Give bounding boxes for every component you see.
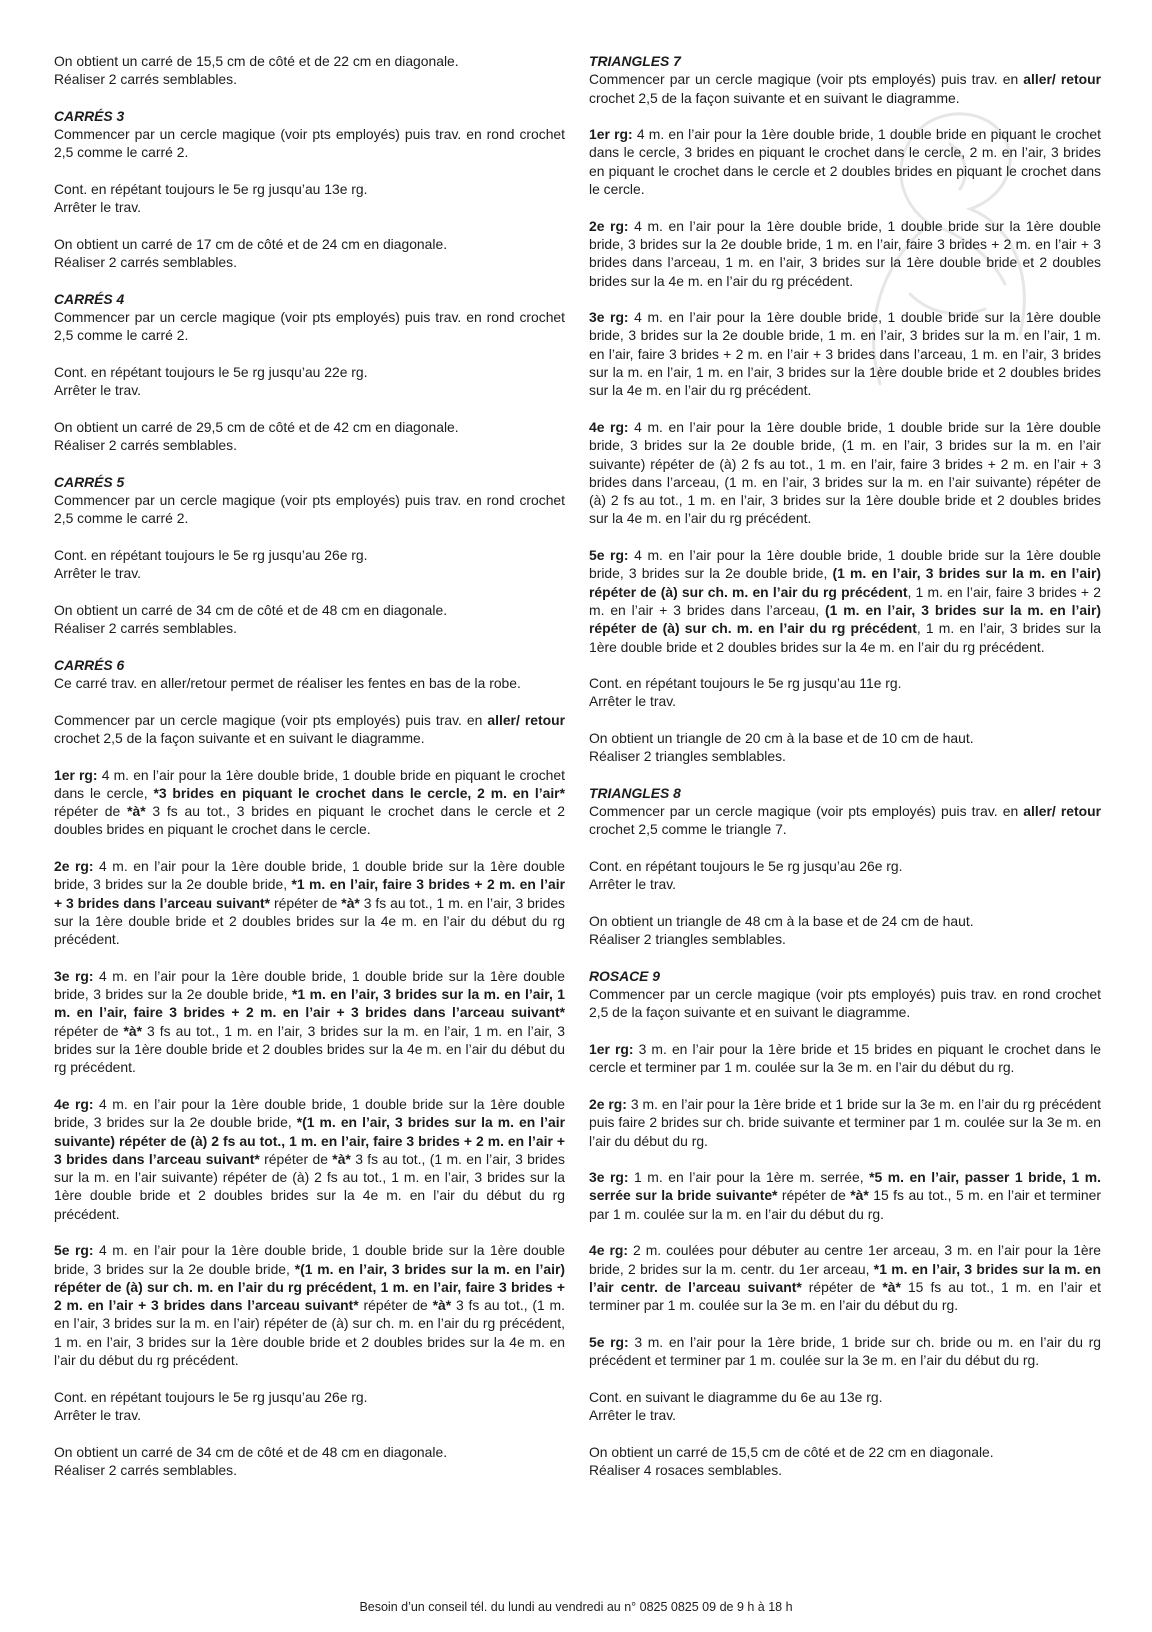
text-run: 4 m. en l’air pour la 1ère double bride, 1 double bride sur la 1ère double bride, 3 brides sur la 2e double bride, (1 m. en l’air, 3 brides sur la m. en l’air suivante) répéter de (à) 2 fs au tot., 1 m. en l’air, faire 3 brides + 2 m. en l’air + 3 brides dans l’arceau, (1 m. en l’air, 3 brides sur la m. en l’air suivante) répéter de (à) 2 fs au tot., 1 m. en l’air, 3 brides sur la 1ère double bride et 2 doubles brides sur la 4e m. en l’air du rg précédent. — [589, 418, 1101, 527]
paragraph — [589, 674, 1101, 711]
paragraph — [54, 674, 565, 692]
text-run: 4 m. en l’air pour la 1ère double bride, 1 double bride en piquant le crochet dans le cercle, 3 brides en piquant le crochet dans le cercle, 2 m. en l’air, 3 brides en piquant le crochet dans le cercle et 2 doubles brides en piquant le crochet dans le cercle. — [589, 126, 1101, 198]
text-line: Arrêter le trav. — [54, 565, 141, 582]
text-run: répéter de — [777, 1187, 851, 1204]
paragraph — [589, 70, 1101, 107]
text-run: répéter de — [801, 1278, 883, 1295]
text-line: On obtient un carré de 15,5 cm de côté et de 22 cm en diagonale. — [589, 1443, 994, 1460]
bold-text: (1 m. en l’air, 3 brides sur la m. en l’air) répéter de (à) sur ch. m. en l’air du rg précédent — [589, 565, 1101, 600]
text-run: 3 fs au tot., 1 m. en l’air, 3 brides sur la 1ère double bride et 2 doubles brides sur la 4e m. en l’air du début du rg précédent. — [54, 894, 566, 948]
footer-contact: Besoin d’un conseil tél. du lundi au vendredi au n° 0825 0825 09 de 9 h à 18 h — [359, 1600, 793, 1614]
bold-text: (1 m. en l’air, 3 brides sur la m. en l’air) répéter de (à) sur ch. m. en l’air du rg précédent — [589, 601, 1101, 637]
bold-text: aller/ retour — [487, 711, 565, 728]
paragraph — [589, 1443, 1101, 1480]
text-line: Réaliser 2 triangles semblables. — [589, 931, 786, 948]
paragraph — [54, 418, 565, 455]
paragraph — [54, 235, 565, 272]
bold-text: *1 m. en l’air, 3 brides sur la m. en l’air, 1 m. en l’air, faire 3 brides + 2 m. en l’air + 3 brides dans l’arceau suivant* — [54, 986, 565, 1021]
bold-text: *3 brides en piquant le crochet dans le cercle, 2 m. en l’air* — [153, 784, 565, 801]
bold-text: *1 m. en l’air, 3 brides sur la m. en l’air centr. de l’arceau suivant* — [589, 1260, 1101, 1295]
text-line: Arrêter le trav. — [589, 876, 676, 893]
bold-text: 1er rg: — [54, 766, 98, 783]
text-line: Cont. en répétant toujours le 5e rg jusqu’au 13e rg. — [54, 181, 368, 198]
text-line: Cont. en répétant toujours le 5e rg jusqu’au 26e rg. — [589, 858, 903, 875]
text-run: 3 m. en l’air pour la 1ère bride et 1 bride sur la 3e m. en l’air du rg précédent puis faire 2 brides sur ch. bride suivante et terminer par 1 m. coulée sur la 3e m. en l’air du début du rg. — [589, 1095, 1101, 1149]
text-line: On obtient un carré de 34 cm de côté et de 48 cm en diagonale. — [54, 1443, 448, 1460]
text-line: Réaliser 2 carrés semblables. — [54, 254, 237, 271]
text-line: On obtient un carré de 15,5 cm de côté et de 22 cm en diagonale. — [54, 53, 459, 69]
paragraph — [589, 912, 1101, 949]
text-line: Réaliser 4 rosaces semblables. — [589, 1461, 783, 1478]
text-run: crochet 2,5 de la façon suivante et en suivant le diagramme. — [589, 89, 960, 106]
text-run: Commencer par un cercle magique (voir pts employés) puis trav. en — [54, 711, 488, 728]
bold-text: *5 m. en l’air, passer 1 bride, 1 m. serrée sur la bride suivante* — [589, 1169, 1102, 1204]
bold-text: 4e rg: — [589, 418, 629, 435]
text-run: Commencer par un cercle magique (voir pts employés) puis trav. en rond crochet 2,5 comme le carré 2. — [54, 126, 565, 161]
paragraph — [54, 180, 565, 217]
text-line: Arrêter le trav. — [54, 199, 141, 216]
text-run: 1 m. en l’air pour la 1ère m. serrée, — [628, 1169, 870, 1186]
text-line: On obtient un carré de 17 cm de côté et de 24 cm en diagonale. — [54, 235, 448, 252]
paragraph — [54, 766, 565, 839]
text-run: 15 fs au tot., 5 m. en l’air et terminer par 1 m. coulée sur la m. en l’air du début du rg. — [589, 1187, 1101, 1222]
bold-text: *à* — [332, 1150, 351, 1167]
bold-text: aller/ retour — [1023, 71, 1101, 88]
bold-text: 5e rg: — [589, 1333, 629, 1350]
section-heading: ROSACE 9 — [589, 967, 661, 984]
text-run: , 1 m. en l’air, 3 brides sur la 1ère double bride et 2 doubles brides sur la 4e m. en l’air du rg précédent. — [589, 620, 1101, 655]
text-run: 3 m. en l’air pour la 1ère bride et 15 brides en piquant le crochet dans le cercle et terminer par 1 m. coulée sur la 3e m. en l’air du début du rg. — [589, 1041, 1102, 1076]
text-line: Arrêter le trav. — [54, 1406, 141, 1423]
text-run: Commencer par un cercle magique (voir pts employés) puis trav. en rond crochet 2,5 comme le carré 2. — [54, 309, 565, 344]
text-run: , 1 m. en l’air, faire 3 brides + 2 m. en l’air + 3 brides dans l’arceau, — [589, 583, 1101, 618]
text-line: Réaliser 2 carrés semblables. — [54, 437, 237, 454]
paragraph — [54, 1241, 565, 1369]
text-line: Cont. en répétant toujours le 5e rg jusqu’au 26e rg. — [54, 547, 368, 564]
section-heading: CARRÉS 4 — [54, 290, 125, 307]
text-run: 4 m. en l’air pour la 1ère double bride, 1 double bride en piquant le crochet dans le cercle, — [54, 766, 565, 801]
paragraph — [589, 857, 1101, 894]
text-run: Commencer par un cercle magique (voir pts employés) puis trav. en rond crochet 2,5 comme le carré 2. — [54, 492, 565, 527]
bold-text: 3e rg: — [589, 1169, 629, 1186]
bold-text: *à* — [123, 1022, 143, 1039]
text-run: répéter de — [54, 1022, 124, 1039]
paragraph — [54, 546, 565, 583]
text-line: Arrêter le trav. — [589, 1406, 676, 1423]
text-line: Cont. en répétant toujours le 5e rg jusqu’au 26e rg. — [54, 1388, 368, 1405]
bold-text: 5e rg: — [589, 547, 629, 564]
section-heading: CARRÉS 6 — [54, 656, 125, 673]
text-line: Réaliser 2 carrés semblables. — [54, 1461, 237, 1478]
text-run: 3 fs au tot., 3 brides en piquant le crochet dans le cercle et 2 doubles brides en piquant le crochet dans le cercle. — [54, 803, 565, 838]
paragraph — [54, 308, 565, 345]
text-run: crochet 2,5 de la façon suivante et en suivant le diagramme. — [54, 729, 425, 746]
paragraph — [54, 1095, 565, 1223]
paragraph — [589, 1168, 1101, 1223]
bold-text: *à* — [432, 1297, 452, 1314]
section-heading: TRIANGLES 7 — [589, 53, 681, 69]
bold-text: 2e rg: — [589, 217, 629, 234]
text-run: 4 m. en l’air pour la 1ère double bride, 1 double bride sur la 1ère double bride, 3 brides sur la 2e double bride, 1 m. en l’air, 3 brides sur la m. en l’air, 1 m. en l’air, faire 3 brides + 2 m. en l’air + 3 brides dans l’arceau, 1 m. en l’air, 3 brides sur la m. en l’air, 1 m. en l’air, 3 brides sur la 1ère double bride et 2 doubles brides sur la 4e m. en l’air du rg précédent. — [589, 309, 1101, 399]
text-line: Cont. en répétant toujours le 5e rg jusqu’au 11e rg. — [589, 675, 902, 692]
bold-text: 3e rg: — [589, 309, 629, 326]
text-line: On obtient un carré de 29,5 cm de côté et de 42 cm en diagonale. — [54, 418, 459, 435]
bold-text: *(1 m. en l’air, 3 brides sur la m. en l’air suivante) répéter de (à) 2 fs au tot., 1 m. en l’air, faire 3 brides + 2 m. en l’air + 3 brides dans l’arceau suivant* — [54, 1114, 565, 1167]
text-run: 3 m. en l’air pour la 1ère bride, 1 bride sur ch. bride ou m. en l’air du rg précédent et terminer par 1 m. coulée sur la 3e m. en l’air du début du rg. — [589, 1333, 1101, 1369]
paragraph — [589, 1388, 1101, 1425]
text-run: 3 fs au tot., (1 m. en l’air, 3 brides sur la m. en l’air) répéter de (à) sur ch. m. en l’air du rg précédent, 1 m. en l’air, 3 brides sur la 1ère double bride et 2 doubles brides sur la 4e m. en l’air du début du rg précédent. — [54, 1297, 565, 1369]
paragraph — [54, 601, 565, 638]
bold-text: *à* — [127, 803, 146, 820]
text-run: 4 m. en l’air pour la 1ère double bride, 1 double bride sur la 1ère double bride, 3 brides sur la 2e double bride, — [54, 1242, 565, 1277]
paragraph — [54, 711, 565, 748]
text-line: Cont. en répétant toujours le 5e rg jusqu’au 22e rg. — [54, 364, 368, 381]
text-line: Cont. en suivant le diagramme du 6e au 13e rg. — [589, 1388, 883, 1405]
bold-text: 1er rg: — [589, 126, 633, 143]
bold-text: 4e rg: — [54, 1095, 94, 1112]
bold-text: 4e rg: — [589, 1242, 628, 1259]
text-run: 4 m. en l’air pour la 1ère double bride, 1 double bride sur la 1ère double bride, 3 brides sur la 2e double bride, — [589, 547, 1101, 582]
bold-text: *(1 m. en l’air, 3 brides sur la m. en l’air) répéter de (à) sur ch. m. en l’air du rg précédent, 1 m. en l’air, faire 3 brides + 2 m. en l’air + 3 brides dans l’arceau suivant* — [54, 1260, 566, 1314]
paragraph — [589, 985, 1101, 1022]
paragraph — [589, 1095, 1101, 1150]
paragraph — [54, 363, 565, 400]
paragraph — [589, 1040, 1101, 1077]
text-line: On obtient un triangle de 48 cm à la base et de 24 cm de haut. — [589, 912, 974, 929]
paragraph — [54, 125, 565, 162]
text-run: répéter de — [259, 1150, 333, 1167]
paragraph — [54, 857, 565, 948]
text-run: crochet 2,5 comme le triangle 7. — [589, 821, 787, 838]
paragraph — [54, 1443, 565, 1480]
paragraph — [589, 1333, 1101, 1370]
section-heading: TRIANGLES 8 — [589, 784, 681, 801]
paragraph — [54, 967, 565, 1077]
paragraph — [589, 125, 1101, 198]
text-run: 4 m. en l’air pour la 1ère double bride, 1 double bride sur la 1ère double bride, 3 brides sur la 2e double bride, — [54, 1095, 565, 1131]
text-run: répéter de — [358, 1297, 433, 1314]
section-heading: CARRÉS 3 — [54, 107, 125, 124]
text-run: Commencer par un cercle magique (voir pts employés) puis trav. en — [589, 803, 1024, 820]
paragraph — [54, 52, 565, 89]
bold-text: 2e rg: — [54, 858, 94, 875]
paragraph — [589, 1241, 1101, 1314]
bold-text: 5e rg: — [54, 1242, 94, 1259]
text-run: 3 fs au tot., (1 m. en l’air, 3 brides sur la m. en l’air suivante) répéter de (à) 2 fs au tot., 1 m. en l’air, 3 brides sur la 1ère double bride et 2 doubles brides sur la 4e m. en l’air du début du rg précédent. — [54, 1150, 565, 1222]
text-run: Commencer par un cercle magique (voir pts employés) puis trav. en — [589, 71, 1024, 88]
text-line: Réaliser 2 carrés semblables. — [54, 620, 237, 637]
text-run: 4 m. en l’air pour la 1ère double bride, 1 double bride sur la 1ère double bride, 3 brides sur la 2e double bride, — [54, 858, 565, 893]
text-run: répéter de — [270, 894, 342, 911]
text-line: Arrêter le trav. — [54, 382, 141, 399]
text-line: On obtient un carré de 34 cm de côté et de 48 cm en diagonale. — [54, 601, 448, 618]
bold-text: 3e rg: — [54, 967, 94, 984]
text-line: Réaliser 2 carrés semblables. — [54, 71, 237, 88]
left-column — [54, 52, 565, 1497]
paragraph — [54, 1388, 565, 1425]
bold-text: 2e rg: — [589, 1095, 627, 1112]
bold-text: *1 m. en l’air, faire 3 brides + 2 m. en l’air + 3 brides dans l’arceau suivant* — [54, 876, 565, 911]
paragraph — [589, 308, 1101, 399]
text-run: Commencer par un cercle magique (voir pts employés) puis trav. en rond crochet 2,5 de la façon suivante et en suivant le diagramme. — [589, 986, 1101, 1021]
paragraph — [589, 729, 1101, 766]
bold-text: *à* — [850, 1187, 869, 1204]
bold-text: 1er rg: — [589, 1041, 634, 1058]
paragraph — [589, 546, 1101, 656]
section-heading: CARRÉS 5 — [54, 473, 125, 490]
paragraph — [589, 802, 1101, 839]
text-run: 4 m. en l’air pour la 1ère double bride, 1 double bride sur la 1ère double bride, 3 brides sur la 2e double bride, — [54, 967, 565, 1003]
paragraph — [589, 217, 1101, 290]
paragraph — [589, 418, 1101, 528]
paragraph — [54, 491, 565, 528]
text-line: Arrêter le trav. — [589, 693, 676, 710]
text-line: On obtient un triangle de 20 cm à la base et de 10 cm de haut. — [589, 729, 974, 746]
text-run: 15 fs au tot., 1 m. en l’air et terminer par 1 m. coulée sur la 3e m. en l’air du début du rg. — [589, 1278, 1101, 1314]
bold-text: aller/ retour — [1023, 803, 1101, 820]
right-column — [589, 52, 1101, 1497]
bold-text: *à* — [882, 1278, 901, 1295]
text-run: répéter de — [54, 803, 128, 820]
text-run: 2 m. coulées pour débuter au centre 1er arceau, 3 m. en l’air pour la 1ère bride, 2 brides sur la m. centr. du 1er arceau, — [589, 1242, 1101, 1277]
text-line: Réaliser 2 triangles semblables. — [589, 748, 786, 765]
text-run: 4 m. en l’air pour la 1ère double bride, 1 double bride sur la 1ère double bride, 3 brides sur la 2e double bride, 1 m. en l’air, faire 3 brides + 2 m. en l’air + 3 brides dans l’arceau, 1 m. en l’air, 3 brides sur la 1ère double bride et 2 doubles brides sur la 4e m. en l’air du rg précédent. — [589, 217, 1101, 289]
text-run: 3 fs au tot., 1 m. en l’air, 3 brides sur la m. en l’air, 1 m. en l’air, 3 brides sur la 1ère double bride et 2 doubles brides sur la 4e m. en l’air du début du rg précédent. — [54, 1022, 566, 1076]
bold-text: *à* — [341, 894, 360, 911]
text-run: Ce carré trav. en aller/retour permet de réaliser les fentes en bas de la robe. — [54, 675, 521, 692]
